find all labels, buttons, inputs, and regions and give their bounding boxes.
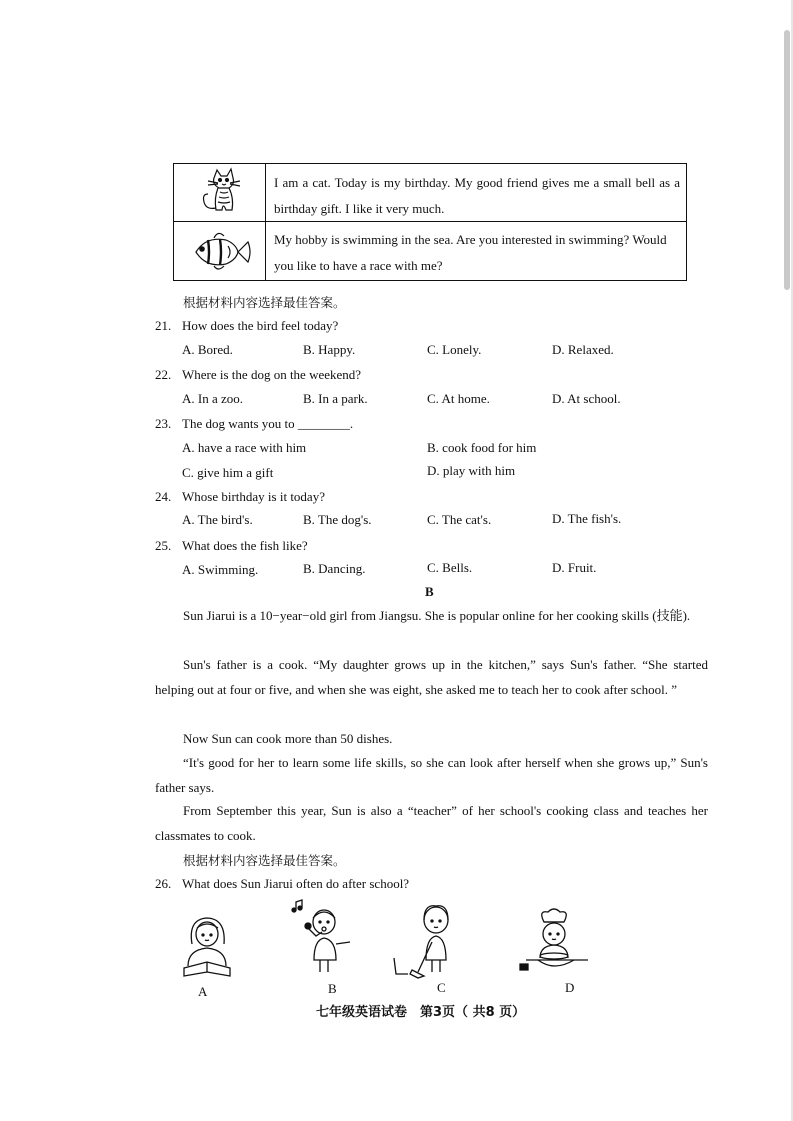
option-b[interactable]: B. The dog's. (303, 512, 372, 527)
question-number: 26. (155, 876, 172, 891)
material-table (173, 163, 687, 281)
option-a[interactable]: A. have a race with him (182, 440, 307, 455)
picture-label-c: C (437, 980, 446, 995)
question-stem: Whose birthday is it today? (182, 489, 325, 504)
option-b[interactable]: B. In a park. (303, 391, 368, 406)
passage-paragraph: Sun Jiarui is a 10−year−old girl from Jiangsu. She is popular online for her cooking skills (技能). (183, 608, 691, 623)
option-a[interactable]: A. In a zoo. (182, 391, 244, 406)
option-c[interactable]: C. give him a gift (182, 465, 274, 480)
option-c[interactable]: C. Lonely. (427, 342, 482, 357)
table-text: My hobby is swimming in the sea. Are you interested in swimming? Would you like to have a race with me? (274, 232, 667, 273)
girl-reading-icon[interactable] (178, 910, 238, 980)
table-picture-cell (174, 164, 266, 221)
picture-label-a: A (198, 984, 208, 999)
girl-sweeping-icon[interactable] (388, 898, 464, 980)
question-stem: The dog wants you to ________. (182, 416, 354, 431)
page-footer: 七年级英语试卷 第3页（ 共8 页） (316, 1005, 526, 1020)
passage-paragraph: Sun's father is a cook. “My daughter grows up in the kitchen,” says Sun's father. “She started helping out at four or five, and when she was eight, she asked me to teach her to cook after school. ” (155, 657, 708, 697)
option-c[interactable]: C. Bells. (427, 560, 473, 575)
question-stem: What does the fish like? (182, 538, 308, 553)
passage-paragraph: From September this year, Sun is also a “teacher” of her school's cooking class and teaches her classmates to cook. (155, 803, 708, 843)
question-number: 23. (155, 416, 172, 431)
cat-icon (174, 164, 266, 219)
question-number: 21. (155, 318, 172, 333)
option-d[interactable]: D. At school. (552, 391, 621, 406)
girl-singing-icon[interactable] (288, 898, 360, 978)
fish-icon (174, 222, 266, 280)
option-d[interactable]: D. play with him (427, 463, 516, 478)
question-stem: How does the bird feel today? (182, 318, 339, 333)
girl-cooking-icon[interactable] (518, 906, 594, 978)
scrollbar-thumb[interactable] (784, 30, 790, 290)
option-d[interactable]: D. Relaxed. (552, 342, 614, 357)
question-number: 22. (155, 367, 172, 382)
question-number: 25. (155, 538, 172, 553)
option-a[interactable]: A. Swimming. (182, 562, 259, 577)
table-row (174, 221, 686, 281)
option-d[interactable]: D. Fruit. (552, 560, 597, 575)
option-b[interactable]: B. Happy. (303, 342, 356, 357)
question-number: 24. (155, 489, 172, 504)
table-picture-cell (174, 222, 266, 281)
table-row (174, 164, 686, 221)
passage-paragraph: “It's good for her to learn some life skills, so she can look after herself when she grows up,” Sun's father says. (155, 755, 708, 795)
passage-paragraph: Now Sun can cook more than 50 dishes. (183, 731, 393, 746)
option-c[interactable]: C. The cat's. (427, 512, 492, 527)
table-text: I am a cat. Today is my birthday. My good friend gives me a small bell as a birthday gift. I like it very much. (274, 175, 680, 216)
option-a[interactable]: A. Bored. (182, 342, 233, 357)
option-b[interactable]: B. Dancing. (303, 561, 366, 576)
instruction: 根据材料内容选择最佳答案。 (183, 295, 346, 310)
question-stem: Where is the dog on the weekend? (182, 367, 362, 382)
question-stem: What does Sun Jiarui often do after school? (182, 876, 410, 891)
option-d[interactable]: D. The fish's. (552, 511, 622, 526)
option-b[interactable]: B. cook food for him (427, 440, 537, 455)
section-heading: B (425, 584, 434, 599)
picture-label-b: B (328, 981, 337, 996)
picture-label-d: D (565, 980, 575, 995)
option-a[interactable]: A. The bird's. (182, 512, 253, 527)
option-c[interactable]: C. At home. (427, 391, 490, 406)
instruction: 根据材料内容选择最佳答案。 (183, 853, 346, 868)
